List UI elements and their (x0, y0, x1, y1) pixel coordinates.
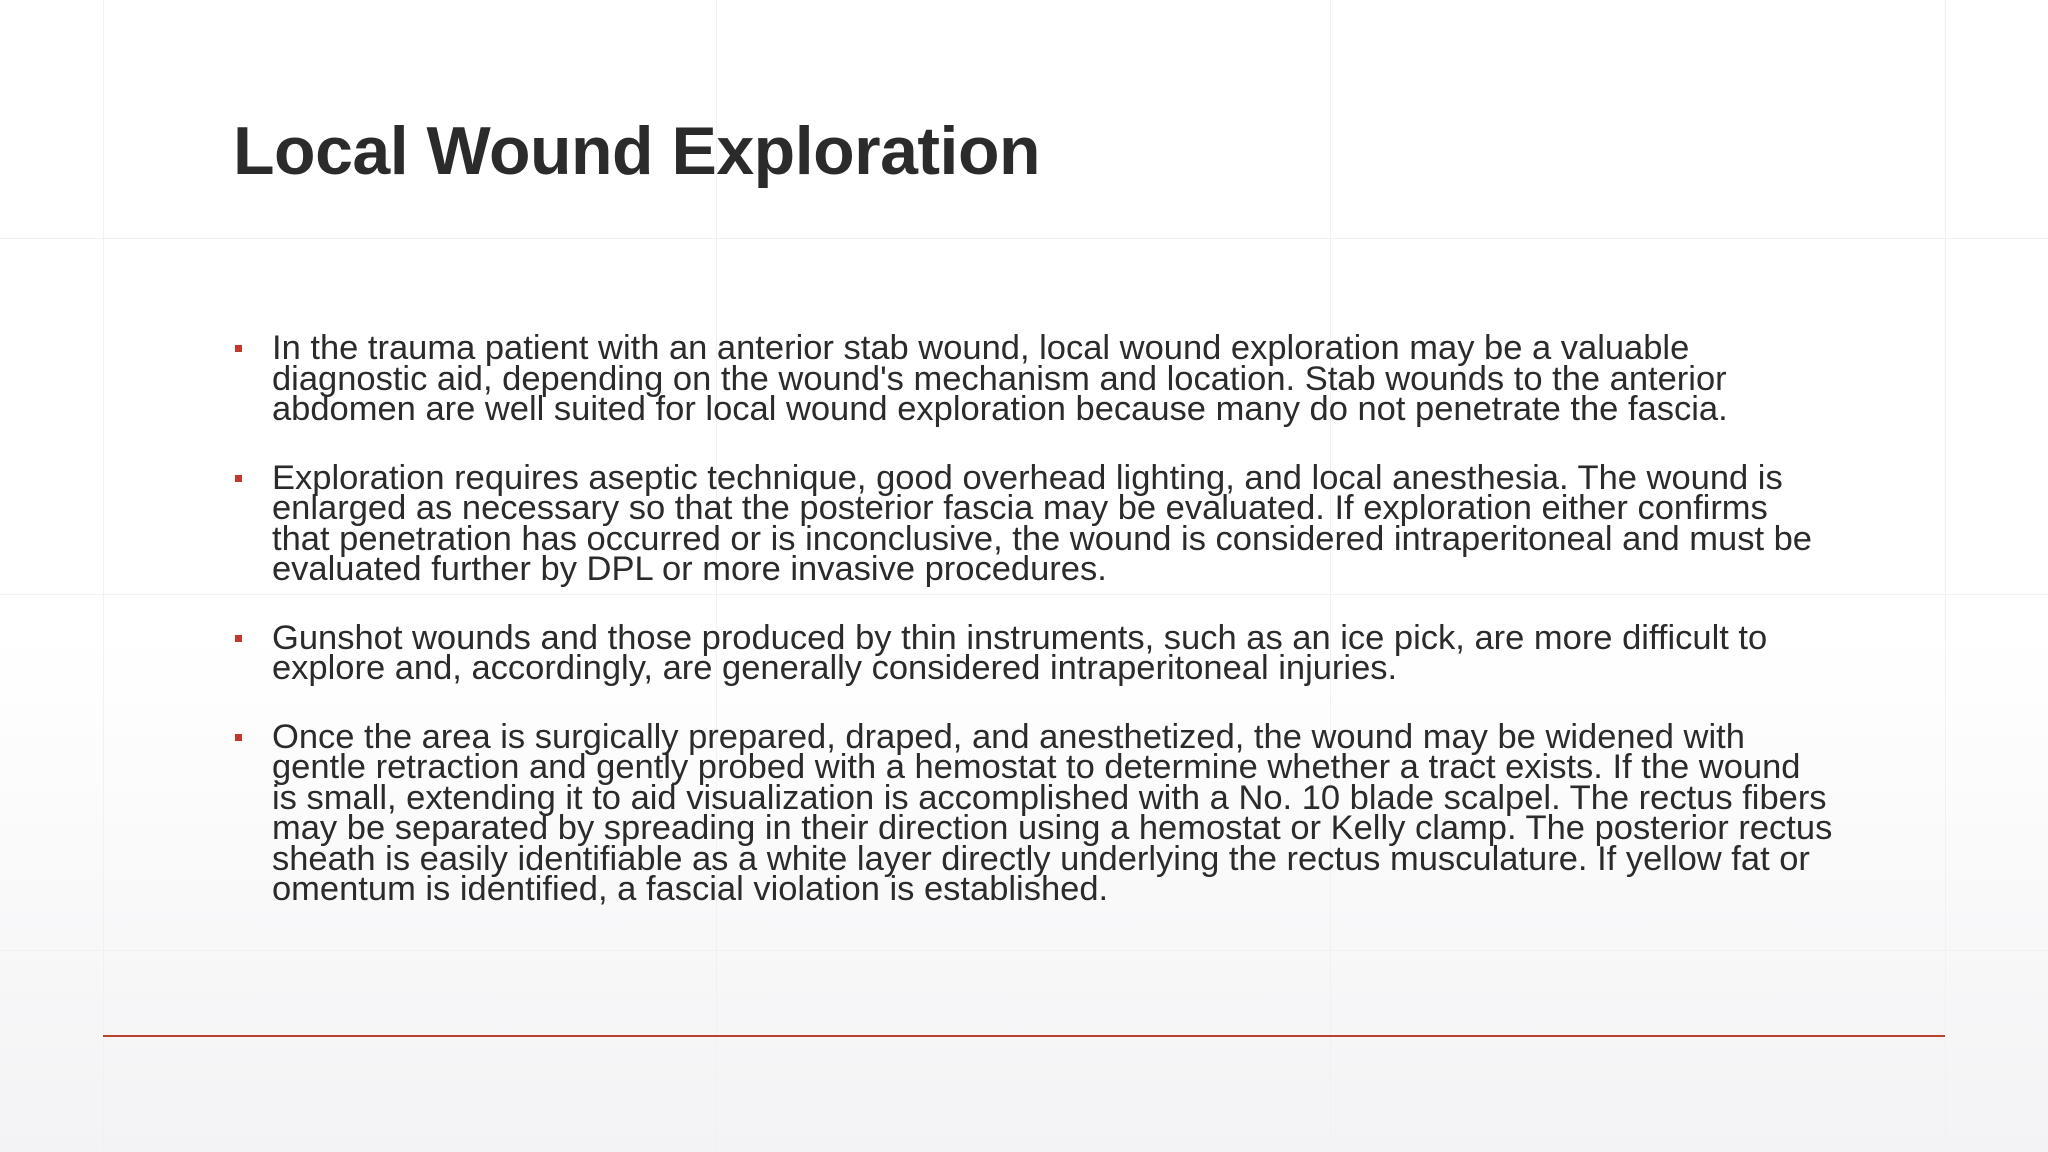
bullet-text: Once the area is surgically prepared, draped, and anesthetized, the wound may be widened with gentle retraction and gently probed with a hemostat to determine whether a tract exists. If the wound is small, extending it to aid visualization is accomplished with a No. 10 blade scalpel. The rectus fibers may be separated by spreading in their direction using a hemostat or Kelly clamp. The posterior rectus sheath is easily identifiable as a white layer directly underlying the rectus musculature. If yellow fat or omentum is identified, a fascial violation is established. (272, 717, 1833, 908)
bullet-item (233, 329, 1833, 428)
footer-divider (103, 1035, 1945, 1037)
bullet-text: Exploration requires aseptic technique, good overhead lighting, and local anesthesia. The wound is enlarged as necessary so that the posterior fascia may be evaluated. If exploration either confirms that penetration has occurred or is inconclusive, the wound is considered intraperitoneal and must be evaluated further by DPL or more invasive procedures. (272, 458, 1812, 588)
bullet-item (233, 618, 1833, 687)
bullet-list (233, 329, 1833, 943)
bullet-square-icon (235, 734, 242, 741)
bullet-item (233, 717, 1833, 908)
bullet-text: Gunshot wounds and those produced by thin instruments, such as an ice pick, are more difficult to explore and, accordingly, are generally considered intraperitoneal injuries. (272, 618, 1768, 687)
background-grid-line (0, 238, 2048, 239)
slide-title: Local Wound Exploration (233, 113, 1041, 189)
background-grid-line (0, 950, 2048, 951)
bullet-square-icon (235, 345, 242, 352)
background-grid-line (103, 0, 104, 1152)
bullet-item (233, 458, 1833, 588)
bullet-text: In the trauma patient with an anterior stab wound, local wound exploration may be a valuable diagnostic aid, depending on the wound's mechanism and location. Stab wounds to the anterior abdomen are well suited for local wound exploration because many do not penetrate the fascia. (272, 329, 1728, 428)
background-grid-line (1945, 0, 1946, 1152)
bullet-square-icon (235, 475, 242, 482)
bullet-square-icon (235, 635, 242, 642)
